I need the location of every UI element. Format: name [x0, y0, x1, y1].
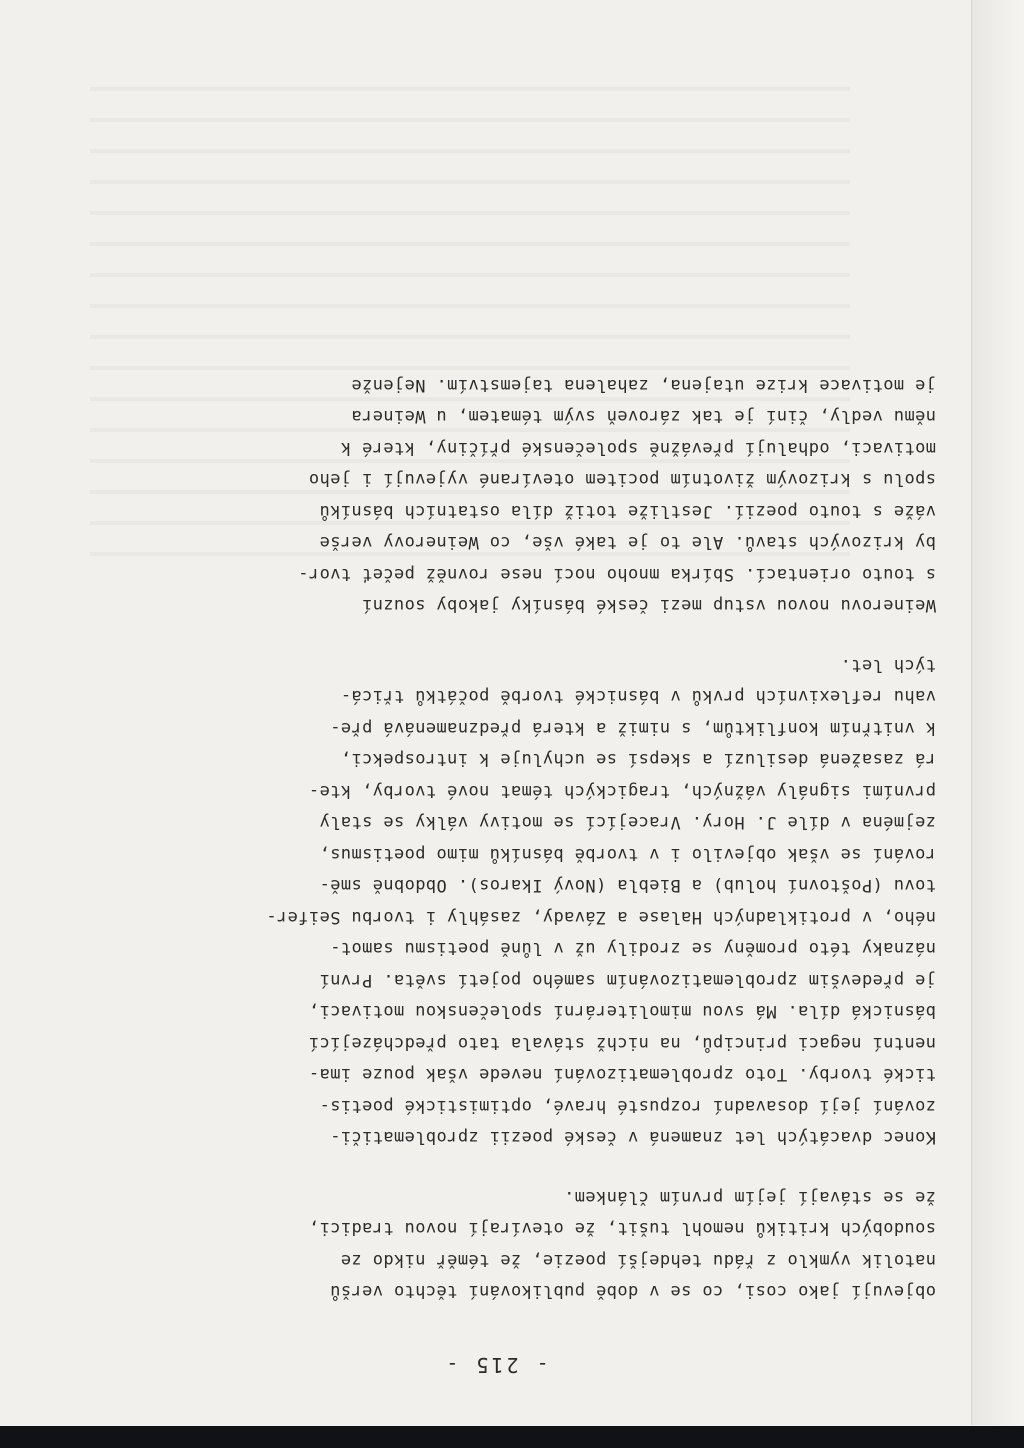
text-line: tické tvorby. Toto zproblematizování nevede však pouze ima-: [308, 1064, 936, 1085]
text-line: k vnitřním konfliktům, s nimiž a která předznamenává pře-: [329, 718, 936, 738]
text-line: spolu s krizovým životním pocitem otevírané vyjevují i jeho: [308, 469, 936, 490]
paragraph: [56, 1181, 936, 1307]
scanner-bottom-bar: [0, 1426, 1024, 1448]
text-line: rá zasažená desiluzí a skepsí se uchyluje k introspekci,: [340, 749, 936, 770]
text-line: rování se však objevilo i v tvorbě básníků mimo poetismus,: [319, 844, 936, 864]
text-line: že se stávají jejím prvním článkem.: [563, 1187, 936, 1207]
text-line: němu vedly, činí je tak zároveň svým tématem, u Weinera: [351, 406, 936, 427]
text-line: tovu (Poštovní holub) a Biebla (Nový Ikaros). Obdobně smě-: [319, 875, 936, 896]
text-line: tých let.: [840, 655, 936, 675]
text-line: motivaci, odhalují převážně společenské příčiny, které k: [340, 438, 936, 458]
text-line: nentní negaci principů, na nichž stávala tato předcházející: [308, 1033, 936, 1053]
page-number: - 215 -: [443, 1353, 549, 1377]
text-line: by krizových stavů. Ale to je také vše, co Weinerovy verše: [319, 532, 936, 553]
text-line: zejména v díle J. Hory. Vracející se motivy války se staly: [319, 812, 936, 833]
paragraph: [56, 649, 936, 1153]
text-line: prvními signály vážných, tragických témat nové tvorby, kte-: [308, 781, 936, 801]
text-line: Weinerovu novou vstup mezi české básníky jakoby souzní: [361, 595, 936, 616]
rotated-typescript-page: [56, 60, 936, 1380]
paragraph: [56, 369, 936, 621]
text-line: s touto orientací. Sbírka mnoho nocí nese rovněž pečeť tvor-: [297, 564, 936, 584]
text-line: básnická díla. Má svou mimoliterární společenskou motivaci,: [308, 1001, 936, 1022]
text-line: je předevšim zproblematizováním samého pojetí světa. První: [319, 970, 936, 990]
text-line: natolik vymklo z řádu tehdejší poezie, že téměř nikdo ze: [340, 1250, 936, 1270]
text-line: je motivace krize utajena, zahalena tajemstvím. Nejenže: [351, 375, 936, 395]
body-text: [56, 369, 936, 1307]
text-line: objevují jako cosi, co se v době publikování těchto veršů: [329, 1281, 936, 1302]
text-line: Konec dvacátých let znamená v české poezii zproblematiči-: [329, 1127, 936, 1148]
text-line: zování její dosavadní rozpusté hravé, optimistické poetis-: [319, 1096, 936, 1116]
text-line: váže s touto poezií. Jestliže totiž díla ostatních básníků: [319, 501, 936, 521]
text-line: vahu reflexivních prvků v básnické tvorbě počátků třicá-: [340, 686, 936, 707]
text-line: ného, v protikladných Halase a Závady, zasáhly i tvorbu Seifer-: [266, 907, 936, 927]
text-line: soudobých kritiků nemohl tušit, že otevírají novou tradici,: [308, 1218, 936, 1239]
text-line: náznaky této proměny se zrodily už v lůně poetismu samot-: [329, 938, 936, 959]
page-edge-shadow: [971, 0, 1024, 1425]
